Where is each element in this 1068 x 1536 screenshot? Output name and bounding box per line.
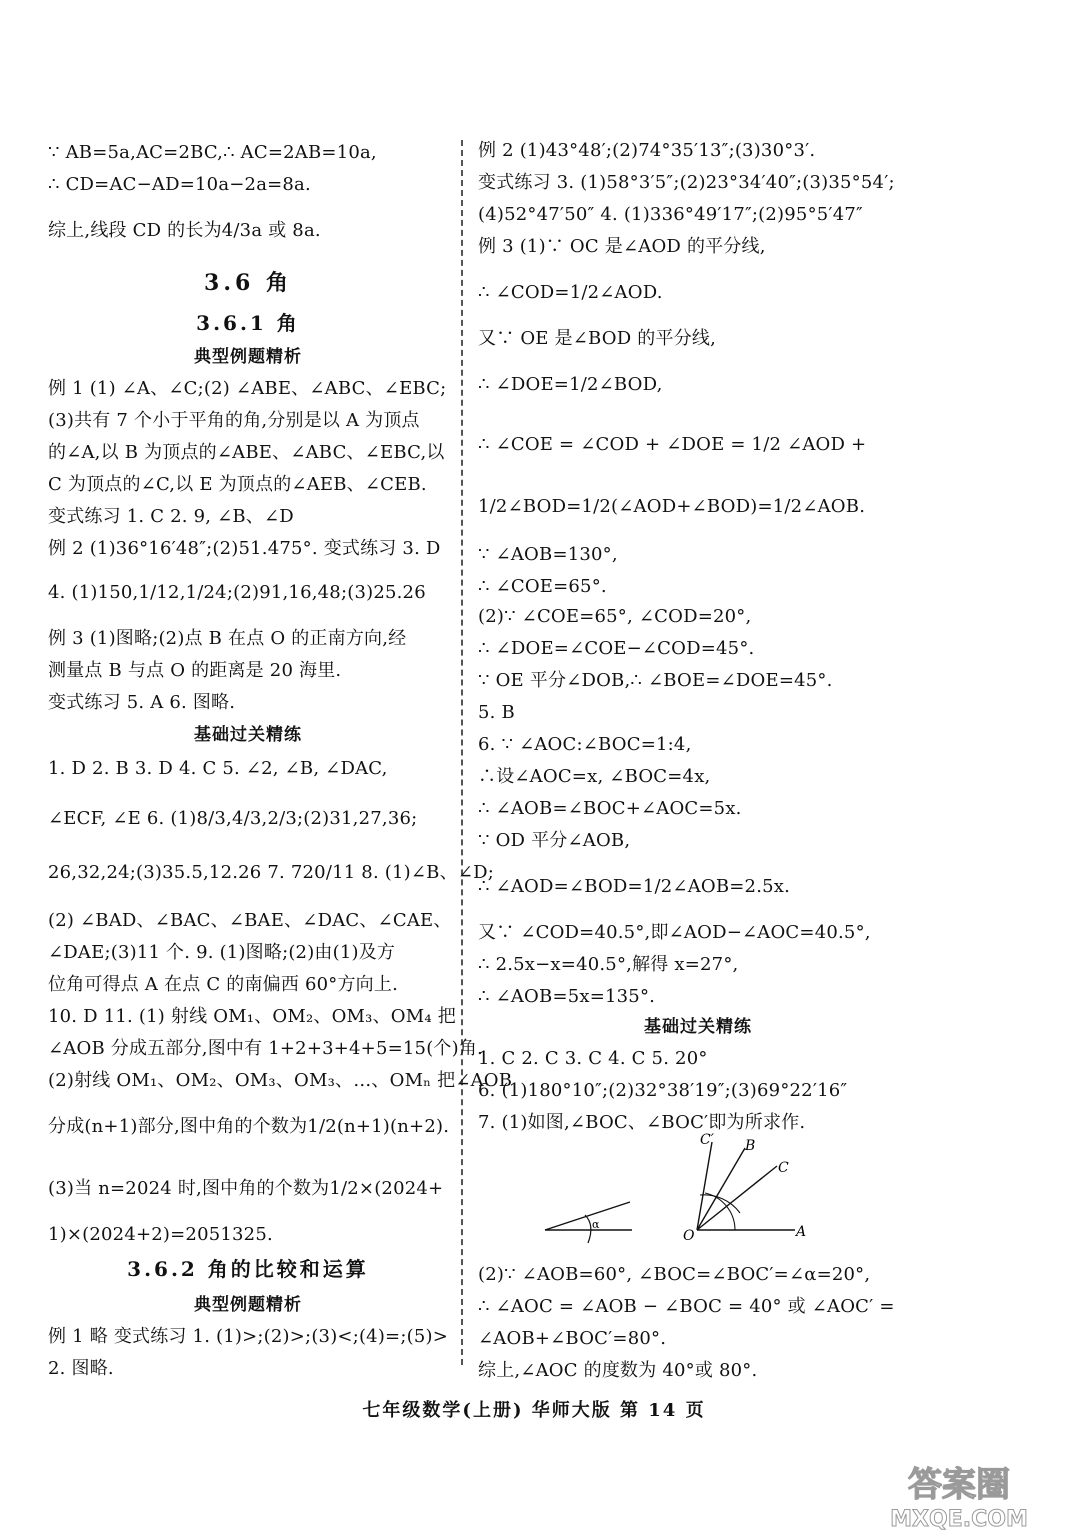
- right-text-line: ∴ ∠AOD=∠BOD=1/2∠AOB=2.5x.: [478, 876, 791, 897]
- left-text-line: 例 3 (1)图略;(2)点 B 在点 O 的正南方向,经: [48, 628, 407, 649]
- right-text-line: ∴ ∠DOE=1/2∠BOD,: [478, 374, 663, 395]
- page-footer: 七年级数学(上册) 华师大版 第 14 页: [362, 1400, 706, 1421]
- watermark-bottom: MXQE.COM: [890, 1507, 1028, 1530]
- right-text-line: ∴ ∠AOB=5x=135°.: [478, 986, 656, 1007]
- left-text-line: 综上,线段 CD 的长为4/3a 或 8a.: [48, 220, 321, 241]
- left-text-line: 典型例题精析: [194, 347, 302, 367]
- right-text-line: ∴ ∠AOB=∠BOC+∠AOC=5x.: [478, 798, 742, 819]
- right-text-line: 1. C 2. C 3. C 4. C 5. 20°: [478, 1048, 708, 1069]
- right-text-line: 又∵ ∠COD=40.5°,即∠AOD−∠AOC=40.5°,: [478, 922, 871, 943]
- right-text-line: 综上,∠AOC 的度数为 40°或 80°.: [478, 1360, 758, 1381]
- right-text-line: 5. B: [478, 702, 515, 723]
- left-text-line: 的∠A,以 B 为顶点的∠ABE、∠ABC、∠EBC,以: [48, 442, 445, 463]
- left-text-line: 1. D 2. B 3. D 4. C 5. ∠2, ∠B, ∠DAC,: [48, 758, 388, 779]
- right-text-line: 6. (1)180°10″;(2)32°38′19″;(3)69°22′16″: [478, 1080, 848, 1101]
- left-text-line: 4. (1)150,1/12,1/24;(2)91,16,48;(3)25.26: [48, 582, 426, 603]
- right-text-line: ∠AOB+∠BOC′=80°.: [478, 1328, 667, 1349]
- left-text-line: 3.6 角: [204, 270, 292, 296]
- right-text-line: ∴ ∠COD=1/2∠AOD.: [478, 282, 663, 303]
- left-text-line: 3.6.2 角的比较和运算: [127, 1257, 369, 1281]
- right-text-line: ∴设∠AOC=x, ∠BOC=4x,: [478, 766, 711, 787]
- left-text-line: ∴ CD=AC−AD=10a−2a=8a.: [48, 174, 311, 195]
- point-A-label: A: [796, 1224, 807, 1240]
- left-text-line: (3)当 n=2024 时,图中角的个数为1/2×(2024+: [48, 1178, 444, 1199]
- left-text-line: 分成(n+1)部分,图中角的个数为1/2(n+1)(n+2).: [48, 1116, 450, 1137]
- right-text-line: 7. (1)如图,∠BOC、∠BOC′即为所求作.: [478, 1112, 806, 1133]
- left-text-line: 例 1 略 变式练习 1. (1)>;(2)>;(3)<;(4)=;(5)>: [48, 1326, 448, 1347]
- left-text-line: 基础过关精练: [194, 725, 302, 745]
- left-text-line: 3.6.1 角: [196, 311, 300, 335]
- right-text-line: ∵ OE 平分∠DOB,∴ ∠BOE=∠DOE=45°.: [478, 670, 833, 691]
- right-text-line: 6. ∵ ∠AOC:∠BOC=1:4,: [478, 734, 692, 755]
- right-text-line: ∴ ∠COE = ∠COD + ∠DOE = 1/2 ∠AOD +: [478, 434, 867, 455]
- right-text-line: 1/2∠BOD=1/2(∠AOD+∠BOD)=1/2∠AOB.: [478, 496, 866, 517]
- alpha-label: α: [592, 1218, 600, 1231]
- left-text-line: 变式练习 1. C 2. 9, ∠B、∠D: [48, 506, 294, 527]
- point-C-label: C: [778, 1160, 789, 1176]
- right-text-line: (2)∵ ∠COE=65°, ∠COD=20°,: [478, 606, 752, 627]
- column-divider: [461, 140, 463, 1365]
- right-text-line: 基础过关精练: [644, 1017, 752, 1037]
- right-text-line: ∴ ∠AOC = ∠AOB − ∠BOC = 40° 或 ∠AOC′ =: [478, 1296, 895, 1317]
- left-text-line: (2) ∠BAD、∠BAC、∠BAE、∠DAC、∠CAE、: [48, 910, 452, 931]
- left-text-line: C 为顶点的∠C,以 E 为顶点的∠AEB、∠CEB.: [48, 474, 427, 495]
- left-text-line: 1)×(2024+2)=2051325.: [48, 1224, 273, 1245]
- right-text-line: ∴ 2.5x−x=40.5°,解得 x=27°,: [478, 954, 739, 975]
- right-text-line: (2)∵ ∠AOB=60°, ∠BOC=∠BOC′=∠α=20°,: [478, 1264, 871, 1285]
- left-text-line: ∵ AB=5a,AC=2BC,∴ AC=2AB=10a,: [48, 142, 377, 163]
- angle-construction-figure: [540, 1130, 870, 1255]
- left-text-line: 典型例题精析: [194, 1295, 302, 1315]
- left-text-line: (2)射线 OM₁、OM₂、OM₃、OM₃、…、OMₙ 把∠AOB: [48, 1070, 513, 1091]
- left-text-line: ∠AOB 分成五部分,图中有 1+2+3+4+5=15(个)角.: [48, 1038, 483, 1059]
- right-text-line: 又∵ OE 是∠BOD 的平分线,: [478, 328, 717, 349]
- left-text-line: 例 1 (1) ∠A、∠C;(2) ∠ABE、∠ABC、∠EBC;: [48, 378, 447, 399]
- right-text-line: ∵ OD 平分∠AOB,: [478, 830, 631, 851]
- left-text-line: 测量点 B 与点 O 的距离是 20 海里.: [48, 660, 342, 681]
- right-text-line: 变式练习 3. (1)58°3′5″;(2)23°34′40″;(3)35°54′;: [478, 172, 895, 193]
- left-text-line: 位角可得点 A 在点 C 的南偏西 60°方向上.: [48, 974, 399, 995]
- right-text-line: ∴ ∠DOE=∠COE−∠COD=45°.: [478, 638, 755, 659]
- watermark-logo: [864, 1460, 1054, 1530]
- left-text-line: 26,32,24;(3)35.5,12.26 7. 720/11 8. (1)∠B、∠D;: [48, 862, 494, 883]
- left-text-line: 例 2 (1)36°16′48″;(2)51.475°. 变式练习 3. D: [48, 538, 441, 559]
- left-text-line: 2. 图略.: [48, 1358, 114, 1379]
- point-B-label: B: [745, 1138, 756, 1154]
- left-text-line: ∠DAE;(3)11 个. 9. (1)图略;(2)由(1)及方: [48, 942, 396, 963]
- point-O-label: O: [683, 1228, 695, 1244]
- right-text-line: ∵ ∠AOB=130°,: [478, 544, 618, 565]
- right-text-line: 例 3 (1)∵ OC 是∠AOD 的平分线,: [478, 236, 766, 257]
- left-text-line: 10. D 11. (1) 射线 OM₁、OM₂、OM₃、OM₄ 把: [48, 1006, 456, 1027]
- right-text-line: (4)52°47′50″ 4. (1)336°49′17″;(2)95°5′47″: [478, 204, 863, 225]
- right-text-line: ∴ ∠COE=65°.: [478, 576, 607, 597]
- left-text-line: 变式练习 5. A 6. 图略.: [48, 692, 236, 713]
- right-text-line: 例 2 (1)43°48′;(2)74°35′13″;(3)30°3′.: [478, 140, 816, 161]
- watermark-top: 答案圈: [908, 1465, 1010, 1505]
- left-text-line: ∠ECF, ∠E 6. (1)8/3,4/3,2/3;(2)31,27,36;: [48, 808, 418, 829]
- point-C-prime-label: C′: [700, 1132, 714, 1148]
- left-text-line: (3)共有 7 个小于平角的角,分别是以 A 为顶点: [48, 410, 420, 431]
